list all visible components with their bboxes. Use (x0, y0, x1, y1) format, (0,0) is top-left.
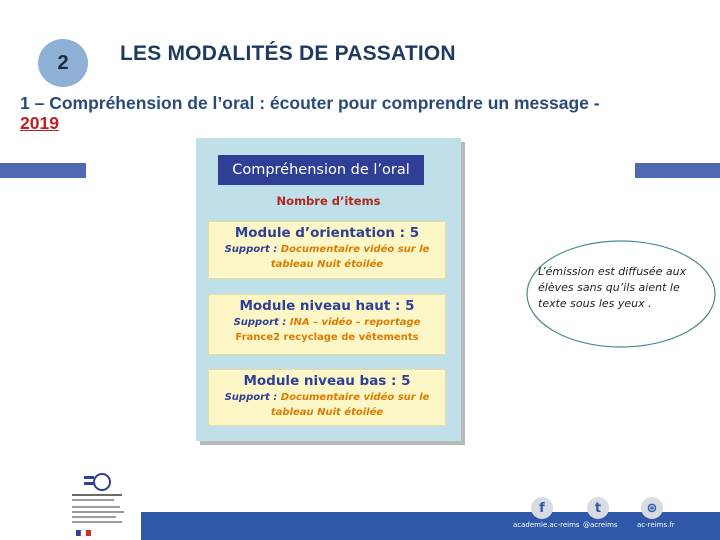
support-text: Documentaire vidéo sur le (277, 392, 430, 403)
twitter-icon[interactable] (587, 497, 609, 519)
support-label: Support : (233, 317, 287, 328)
callout-text: L’émission est diffusée aux élèves sans qu’ils aient le texte sous les yeux . (538, 265, 687, 310)
module-support (209, 315, 445, 330)
module-orientation (208, 221, 446, 279)
module-support-line2: tableau Nuit étoilée (270, 259, 384, 270)
support-label: Support : (224, 244, 278, 255)
twitter-label[interactable]: @acreims (583, 521, 618, 529)
facebook-label[interactable]: academie.ac-reims (513, 521, 580, 529)
support-text: Documentaire vidéo sur le (277, 244, 430, 255)
page-subtitle (20, 93, 620, 133)
module-support-line2: tableau Nuit étoilée (270, 407, 384, 418)
module-support (209, 242, 445, 257)
slide-number-badge (38, 39, 88, 87)
support-label: Support : (224, 392, 278, 403)
footer-bar (141, 512, 720, 540)
module-support-line2: France2 recyclage de vêtements (235, 332, 419, 343)
module-support (209, 390, 445, 405)
facebook-glyph: f (539, 500, 545, 516)
module-niveau-bas (208, 369, 446, 426)
info-card (196, 138, 461, 441)
right-accent-bar (635, 163, 720, 178)
card-subheader: Nombre d’items (276, 194, 381, 208)
slide-number: 2 (57, 51, 69, 74)
website-label[interactable]: ac-reims.fr (637, 521, 675, 529)
support-text: INA – vidéo – reportage (286, 317, 421, 328)
module-niveau-haut (208, 294, 446, 355)
twitter-glyph: t (594, 500, 602, 516)
page-title: LES MODALITÉS DE PASSATION (120, 42, 456, 65)
module-title: Module niveau bas : 5 (243, 373, 411, 389)
module-title: Module niveau haut : 5 (239, 298, 415, 314)
website-icon[interactable] (641, 497, 663, 519)
card-header: Compréhension de l’oral (218, 155, 424, 185)
website-glyph: ⊛ (646, 500, 658, 516)
module-title: Module d’orientation : 5 (234, 225, 420, 241)
subtitle-text: 1 – Compréhension de l’oral : écouter pour comprendre un message - (20, 93, 600, 113)
ministry-logo (62, 470, 134, 540)
subtitle-year: 2019 (20, 113, 59, 133)
facebook-icon[interactable] (531, 497, 553, 519)
left-accent-bar (0, 163, 86, 178)
